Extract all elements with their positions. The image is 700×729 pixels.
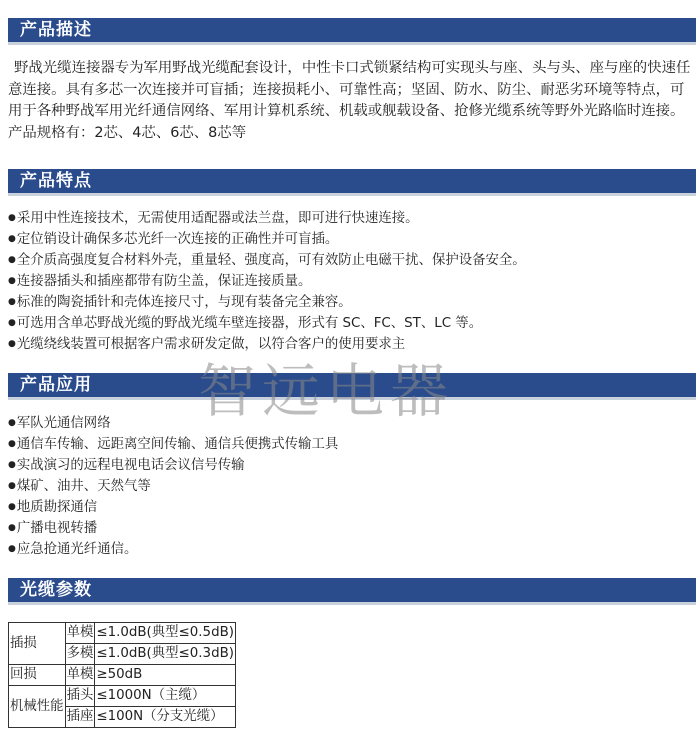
section-header-params xyxy=(8,578,696,605)
product-description: 野战光缆连接器专为军用野战光缆配套设计，中性卡口式锁紧结构可实现头与座、头与头、座与座的快速任意连接。具有多芯一次连接并可盲插；连接损耗小、可靠性高；坚固、防水、防尘、耐恶劣环境等特点，可用于各种野战军用光纤通信网络、军用计算机系统、机载或舰载设备、抢修光缆系统等野外光路临时连接。产品规格有：2芯、4芯、6芯、8芯等 xyxy=(8,60,691,141)
list-item: ● 定位销设计确保多芯光纤一次连接的正确性并可盲插。 xyxy=(8,229,526,250)
watermark: 智远电器 xyxy=(198,357,455,425)
socket-label: 插座 xyxy=(65,707,95,728)
return-loss-value: ≥50dB xyxy=(95,665,236,686)
section-header-description xyxy=(8,18,696,45)
table-row xyxy=(9,686,236,707)
list-item: ● 应急抢通光纤通信。 xyxy=(8,539,338,560)
plug-value: ≤1000N（主缆） xyxy=(95,686,236,707)
features-list xyxy=(8,208,526,355)
section-title: 产品特点 xyxy=(20,171,92,191)
list-item: ● 地质勘探通信 xyxy=(8,497,338,518)
section-header-features xyxy=(8,169,696,196)
table-row xyxy=(9,623,236,644)
list-item: ● 广播电视转播 xyxy=(8,518,338,539)
list-item: ● 采用中性连接技术，无需使用适配器或法兰盘，即可进行快速连接。 xyxy=(8,208,526,229)
section-title: 产品应用 xyxy=(20,375,92,395)
list-item: ● 实战演习的远程电视电话会议信号传输 xyxy=(8,455,338,476)
socket-value: ≤100N（分支光缆） xyxy=(95,707,236,728)
list-item: ● 通信车传输、远距离空间传输、通信兵便携式传输工具 xyxy=(8,434,338,455)
list-item: ● 军队光通信网络 xyxy=(8,413,338,434)
table-row xyxy=(9,665,236,686)
mechanical-label: 机械性能 xyxy=(9,686,66,728)
insertion-single-value: ≤1.0dB(典型≤0.5dB) xyxy=(95,623,236,644)
single-mode-label: 单模 xyxy=(65,665,95,686)
section-title: 光缆参数 xyxy=(20,580,92,600)
list-item: ● 煤矿、油井、天然气等 xyxy=(8,476,338,497)
list-item: ● 全介质高强度复合材料外壳，重量轻、强度高，可有效防止电磁干扰、保护设备安全。 xyxy=(8,250,526,271)
insertion-multi-value: ≤1.0dB(典型≤0.3dB) xyxy=(95,644,236,665)
return-loss-label: 回损 xyxy=(9,665,66,686)
plug-label: 插头 xyxy=(65,686,95,707)
section-title: 产品描述 xyxy=(20,20,92,40)
list-item: ● 标准的陶瓷插针和壳体连接尺寸，与现有装备完全兼容。 xyxy=(8,292,526,313)
list-item: ● 光缆绕线装置可根据客户需求研发定做，以符合客户的使用要求主 xyxy=(8,334,526,355)
list-item: ● 连接器插头和插座都带有防尘盖，保证连接质量。 xyxy=(8,271,526,292)
multi-mode-label: 多模 xyxy=(65,644,95,665)
applications-list xyxy=(8,413,338,560)
params-table xyxy=(8,622,236,728)
single-mode-label: 单模 xyxy=(65,623,95,644)
insertion-loss-label: 插损 xyxy=(9,623,66,665)
list-item: ● 可选用含单芯野战光缆的野战光缆车壁连接器，形式有 SC、FC、ST、LC 等。 xyxy=(8,313,526,334)
